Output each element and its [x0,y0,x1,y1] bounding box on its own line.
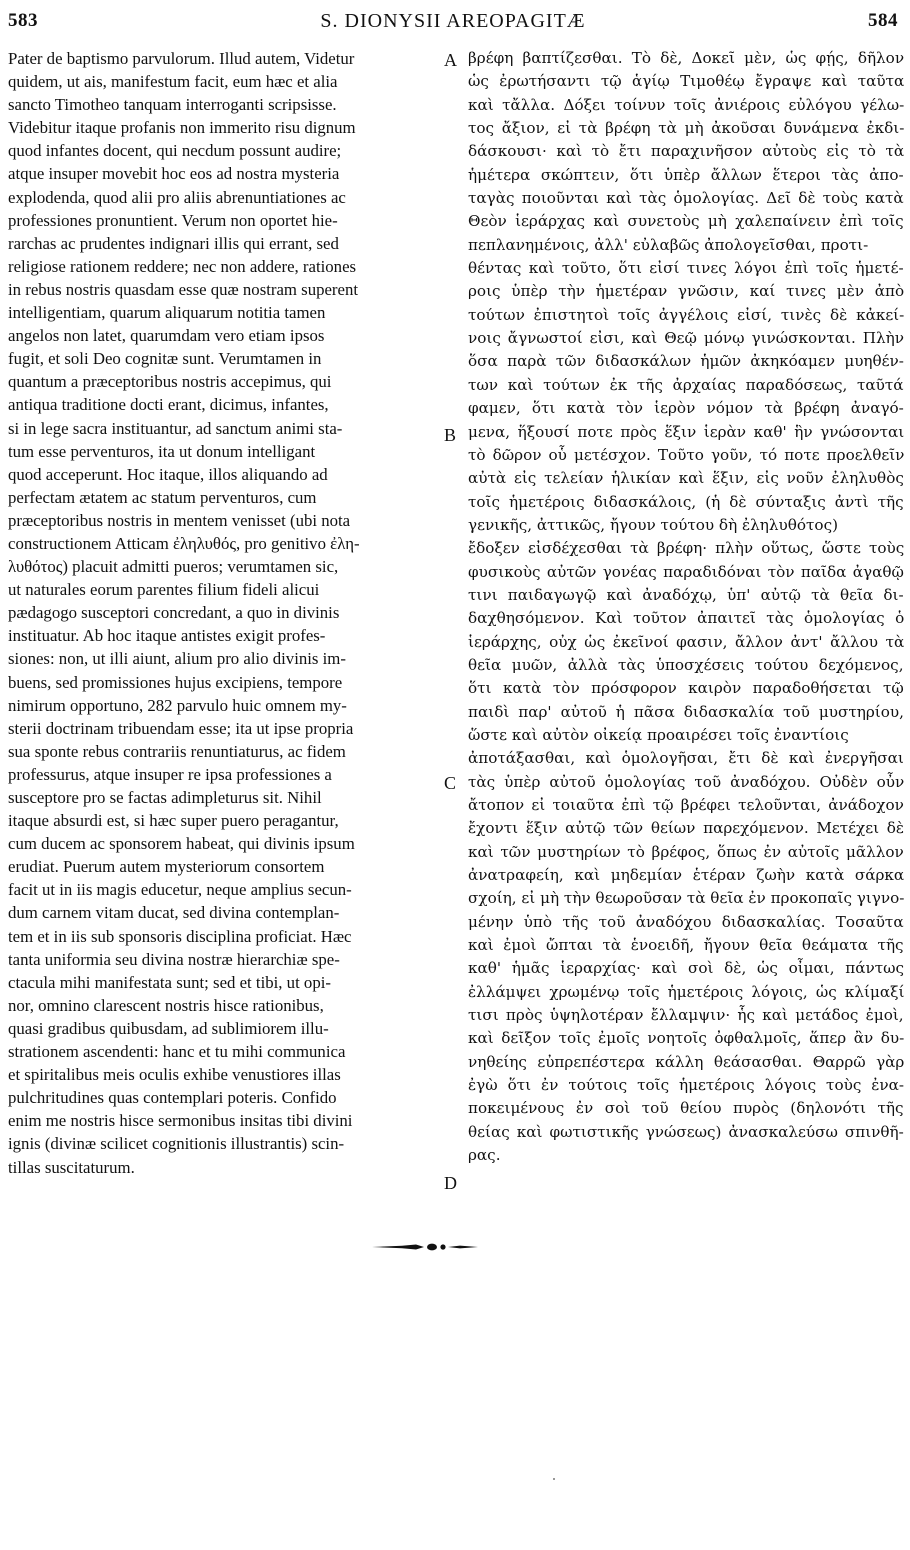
greek-text-line: νοις ἄγνωστοί εἰσι, καὶ Θεῷ μόνῳ γινώσκονται. Πλὴν [468,329,904,348]
greek-text-line: αὐτὰ εἰς τελείαν ἡλικίαν καὶ ἕξιν, εἰς νοῦν ἐληλυθὸς [468,469,904,488]
page-number-left: 583 [8,10,38,31]
margin-marker-d: D [444,1173,457,1193]
latin-text-line: nimirum opportuno, 282 parvulo huic omnem my- [8,695,347,715]
greek-text-line: ἔχοντι ἕξιν αὐτῷ τῶν θείων παρεχόμενον. Μετέχει δὲ [468,819,904,838]
greek-text-line: τὸ δῶρον οὗ μετέσχον. Τοῦτο γοῦν, τό ποτε προελθεῖν [468,445,904,464]
running-title: S. DIONYSII AREOPAGITÆ [320,10,586,32]
latin-text-line: λυθότος) placuit admitti pueros; verumtamen sic, [8,557,339,577]
latin-text-line: tillas suscitaturum. [8,1157,135,1177]
latin-text-line: præceptoribus nostris in mentem venisset (ubi nota [8,510,351,530]
latin-text-line: sua sponte rebus contrariis renuntiaturus, ac fidem [8,741,346,761]
greek-text-line: ἡμέτερα σκώπτειν, ὅτι ὑπὲρ ἄλλων ἕτεροι τὰς ἀπο- [468,165,904,184]
greek-text-line: ὡς ἐρωτήσαντι τῷ ἁγίῳ Τιμοθέῳ ἔγραψε καὶ ταῦτα [468,72,904,91]
latin-text-line: atque insuper movebit hoc eos ad nostra mysteria [8,164,340,184]
latin-text-line: perfectam ætatem ac statum perventuros, cum [8,487,317,507]
latin-text-line: nor, omnino clarescent nostris hisce rationibus, [8,995,324,1015]
greek-text-line: ταγὰς ποιοῦνται καὶ τὰς ὁμολογίας. Δεῖ δὲ τοὺς κατὰ [468,189,904,208]
greek-text-line: παιδὶ παρ' αὐτοῦ ἡ πᾶσα διδασκαλία τοῦ μυστηρίου, [468,702,904,721]
latin-text-line: instituatur. Ab hoc itaque antistes exigit profes- [8,626,326,646]
greek-text-line: δαχθησόμενον. Καὶ τοῦτον ἀπαιτεῖ τὰς ὁμολογίας ὁ [468,609,904,628]
latin-text-line: itaque absurdi est, si hæc super puero peragantur, [8,811,339,831]
scan-speck [553,1478,555,1480]
latin-text-line: Pater de baptismo parvulorum. Illud autem, Videtur [8,49,355,68]
greek-text-line: καὶ τἄλλα. Δόξει τοίνυν τοῖς ἀνιέροις εὐλόγου γέλω- [468,95,904,114]
greek-text-line: τισι πρὸς ὑψηλοτέραν ἔλλαμψιν· ἧς καὶ μετάδος ἐμοὶ, [468,1006,904,1025]
latin-text-line: fugit, et soli Deo cognitæ sunt. Verumtamen in [8,349,322,369]
latin-text-line: buens, sed promissiones hujus excipiens, tempore [8,672,343,692]
greek-text-line: ἔδοξεν εἰσδέχεσθαι τὰ βρέφη· πλὴν οὕτως, ὥστε τοὺς [468,539,904,558]
latin-text-line: quasi gradibus quibusdam, ad sublimiorem illu- [8,1018,329,1038]
latin-text-line: Videbitur itaque profanis non immerito risu dignum [8,118,356,138]
latin-text-line: dum carnem vitam ducat, sed divina contemplan- [8,903,340,923]
latin-text-line: et spiritalibus meis oculis exhibe venustiores illas [8,1065,341,1085]
latin-text-line: sterii doctrinam tribuendam esse; ita ut ipse propria [8,718,354,738]
greek-text-line: καὶ τῶν μυστηρίων τὸ βρέφος, ὅπως ἐν αὐτοῖς μᾶλλον [468,842,904,861]
greek-text-line: ὅσα παρὰ τῶν διδασκάλων ἡμῶν ἀκηκόαμεν μυηθέν- [468,352,904,371]
latin-text-line: rarchas ac prudentes indignari illis qui errant, sed [8,233,339,253]
greek-text-line: δάσκουσι· καὶ τὸ ἔτι παραχινῆσον αὐτοὺς εἰς τὸ τὰ [468,142,904,161]
latin-text-line: angelos non latet, quarumdam vero etiam ipsos [8,326,325,346]
greek-text-line: νηθείης εὐπρεπέστερα κάλλη θεάσασθαι. Θαρρῶ γὰρ [468,1052,904,1071]
latin-text-line: cum ducem ac sponsorem habeat, qui divinis ipsum [8,834,355,854]
latin-text-line: quod infantes docent, qui necdum possunt audire; [8,141,342,161]
greek-text-line: ἐλλάμψει χρωμένῳ τοῖς ἡμετέροις λόγοις, ὡς κλίμαξί [468,982,904,1001]
greek-text-line: θεῖα μυῶν, ἀλλὰ τὰς ὑποσχέσεις τούτου δεχόμενος, [468,655,904,674]
latin-text-line: erudiat. Puerum autem mysteriorum consortem [8,857,325,877]
latin-text-line: tanta uniformia seu divina nostræ hierarchiæ spe- [8,949,340,969]
greek-text-line: καθ' ἡμᾶς ἱεραρχίας· καὶ σοὶ δὲ, ὡς οἶμαι, πάντως [468,959,904,978]
greek-text-line: μενα, ἥξουσί ποτε πρὸς ἕξιν ἱερὰν καθ' ἣν γνώσονται [468,422,904,441]
greek-text-line: βρέφη βαπτίζεσθαι. Τὸ δὲ, Δοκεῖ μὲν, ὡς φῄς, δῆλον [468,49,904,67]
latin-text-line: pædagogo susceptori concredant, a quo in divinis [8,603,340,623]
latin-text-line: siones: non, ut illi aiunt, alium pro alio divinis im- [8,649,346,669]
greek-text-line: ροις ὑπὲρ τὴν ἡμετέραν γνῶσιν, καί τινες μὲν ἀπὸ [468,282,904,301]
greek-text-line: των καὶ τούτων ἐκ τῆς ἀρχαίας παραδόσεως, ταῦτά [468,375,904,394]
greek-text-line: τινι παιδαγωγῷ καὶ ἀναδόχῳ, ὑπ' αὐτῷ τὰ θεῖα δι- [468,585,904,604]
greek-text-line: καὶ ἐμοὶ ὤπται τὰ ἑνοειδῆ, ἤγουν θεῖα θεάματα τῆς [468,936,904,955]
latin-text-line: intelligentiam, quarum aliquarum notitia tamen [8,303,326,323]
latin-text-line: tum esse perventuros, ita ut donum intelligant [8,441,316,461]
latin-text-line: tem et in iis sub sponsoris disciplina proficiat. Hæc [8,926,352,946]
latin-text-line: explodenda, quod alii pro aliis abrenuntiationes ac [8,187,346,207]
latin-text-line: quidem, ut ais, manifestum facit, eum hæc et alia [8,72,338,92]
greek-text-line: ὥστε καὶ αὐτὸν οἰκείᾳ προαιρέσει τοῖς ἐναντίοις [468,725,849,744]
greek-text-line: μένην ὑπὸ τῆς τοῦ ἀναδόχου διδασκαλίας. Τοσαῦτα [468,912,904,931]
greek-text-line: φυσικοὺς αὐτῶν γονέας παραδιδόναι τὸν παῖδα ἀγαθῷ [468,562,904,581]
latin-text-line: quantum a præceptoribus nostris accepimus, qui [8,372,332,392]
latin-text-line: quod acceperunt. Hoc itaque, illos aliquando ad [8,464,328,484]
greek-text-line: ἄτοπον εἰ τοιαῦτα ἐπὶ τῷ βρέφει τελοῦνται, ἀνάδοχον [468,796,904,814]
latin-text-line: enim me nostris hisce sermonibus insitas tibi divini [8,1111,353,1131]
greek-text-line: τοῖς ἡμετέροις διδασκάλοις, (ἡ δὲ σύνταξις ἀντὶ τῆς [468,492,904,511]
margin-marker-c: C [444,773,457,793]
greek-text-line: τος ἄξιον, εἰ τὰ βρέφη τὰ μὴ ἀκοῦσαι δυνάμενα ἐκδι- [468,119,904,138]
latin-text-line: pulchritudines quas contemplari poteris. Confido [8,1088,337,1108]
greek-text-line: ρας. [468,1146,501,1165]
latin-text-line: strationem ascendenti: hanc et tu mihi communica [8,1042,346,1062]
greek-text-line: τούτων ἐπιστητοὶ τοῖς ἀγγέλοις εἰσί, τινὲς δὲ κἀκεί- [468,305,904,324]
end-ornament-icon [372,1242,478,1252]
greek-text-line: καὶ δεῖξον τοῖς ἐμοῖς νοητοῖς ὀφθαλμοῖς, ἅπερ ἂν δυ- [468,1029,904,1048]
latin-text-line: ignis (divinæ scilicet cognitionis illustrantis) scin- [8,1134,345,1154]
greek-text-line: τὰς ὑπὲρ αὐτοῦ ὁμολογίας τοῦ ἀναδόχου. Οὐδὲν οὖν [468,772,904,791]
greek-text-line: ἱεράρχης, οὐχ ὡς ἐκεῖνοί φασιν, ἄλλον ἀντ' ἄλλου τὰ [468,632,904,651]
latin-text-line: susceptore pro se factas adimpleturus sit. Nihil [8,788,322,807]
latin-text-line: antiqua traditione docti erant, dicimus, infantes, [8,395,329,415]
greek-text-line: σχοίη, εἰ μὴ τὴν θεωροῦσαν τὰ θεῖα ἐν προκοπαῖς γιγνο- [468,889,904,908]
latin-column [8,47,440,1179]
greek-text-line: θέντας καὶ τοῦτο, ὅτι εἰσί τινες λόγοι ἐπὶ τοῖς ἡμετέ- [468,259,904,278]
page-number-right: 584 [868,10,898,31]
latin-text-line: in rebus nostris quasdam esse quæ nostram superent [8,279,359,299]
latin-text-line: sancto Timotheo tanquam interroganti scripsisse. [8,95,337,115]
latin-text-line: constructionem Atticam ἐληλυθός, pro genitivo ἐλη- [8,533,360,553]
greek-text-line: ἀποτάξασθαι, καὶ ὁμολογῆσαι, ἔτι δὲ καὶ ἐνεργῆσαι [468,749,904,768]
greek-text-line: Θεὸν ἱεράρχας καὶ συνετοὺς μὴ χαλεπαίνειν ἐπὶ τοῖς [468,212,904,231]
latin-text-line: religiose rationem reddere; nec non addere, rationes [8,256,357,276]
greek-text-line: φαμεν, ὅτι κατὰ τὸν ἱερὸν νόμον τὰ βρέφη ἀναγό- [468,399,904,418]
latin-text-line: ctacula mihi manifestata sunt; sed et tibi, ut opi- [8,972,331,992]
running-header [8,10,898,40]
greek-text-line: πεπλανημένοις, ἀλλ' εὐλαβῶς ἀπολογεῖσθαι, προτι- [468,235,869,254]
greek-text-line: θείας καὶ φωτιστικῆς γνώσεως) ἀνασκαλεύσω σπινθῆ- [468,1122,904,1141]
greek-column [468,47,904,1168]
greek-text-line: ἐγὼ ὅτι ἐν τούτοις τοῖς ἡμετέροις λόγοις τοὺς ἐνα- [468,1076,904,1095]
latin-text-line: facit ut in iis magis educetur, neque amplius secun- [8,880,352,900]
greek-text-line: ἀνατραφείη, καὶ μηδεμίαν ἑτέραν ζωὴν κατὰ σάρκα [468,866,904,885]
latin-text-line: si in lege sacra instituantur, ad sanctum animi sta- [8,418,343,438]
latin-text-line: ut naturales eorum parentes filium fideli alicui [8,580,320,600]
greek-text-line: ὅτι κατὰ τὸν πρόσφορον καιρὸν παραδοθήσεται τῷ [468,679,904,698]
margin-marker-a: A [444,50,457,70]
latin-text-line: professurus, atque insuper re ipsa professiones a [8,764,332,784]
greek-text-line: ποκειμένους ἐν σοὶ τοῦ θείου πυρὸς (δηλονότι τῆς [468,1099,904,1118]
latin-text-line: professiones pronuntient. Verum non oportet hie- [8,210,338,230]
greek-text-line: γενικῆς, ἀττικῶς, ἤγουν τούτου δὴ ἐληλυθότος) [468,515,839,534]
margin-marker-b: B [444,425,457,445]
